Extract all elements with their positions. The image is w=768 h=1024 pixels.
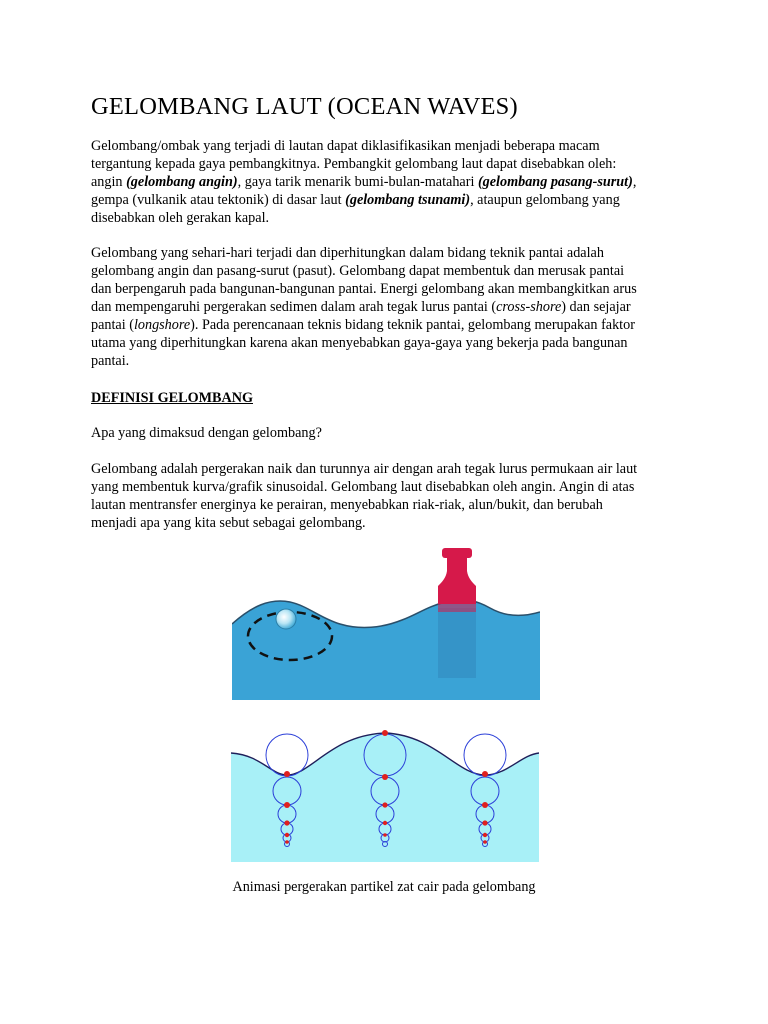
text-line xyxy=(91,173,691,191)
figure-caption: Animasi pergerakan partikel zat cair pada gelombang xyxy=(232,879,536,895)
text-line: tergantung kepada gaya pembangkitnya. Pembangkit gelombang laut dapat disebabkan oleh: xyxy=(91,156,617,172)
buoy-icon xyxy=(438,548,476,678)
term-wind-wave: (gelombang angin) xyxy=(126,174,238,190)
floating-ball xyxy=(276,609,296,629)
text-fragment: ) dan sejajar xyxy=(561,299,631,315)
text-line: disebabkan oleh gerakan kapal. xyxy=(91,210,270,226)
text-fragment: ). Pada perencanaan teknis bidang teknik pantai, gelombang merupakan faktor xyxy=(190,317,635,333)
question-paragraph: Apa yang dimaksud dengan gelombang? xyxy=(91,425,322,441)
coastal-paragraph xyxy=(91,244,691,370)
term-cross-shore: cross-shore xyxy=(496,299,562,315)
page-title: GELOMBANG LAUT (OCEAN WAVES) xyxy=(91,93,518,120)
text-line: Gelombang adalah pergerakan naik dan turunnya air dengan arah tegak lurus permukaan air laut xyxy=(91,461,638,477)
text-line xyxy=(91,191,691,209)
text-line: gelombang angin dan pasang-surut (pasut). Gelombang dapat membentuk dan merusak pantai xyxy=(91,263,625,279)
text-line: Gelombang/ombak yang terjadi di lautan dapat diklasifikasikan menjadi beberapa macam xyxy=(91,138,600,154)
orbital-particle-motion-diagram xyxy=(231,725,539,862)
text-line: utama yang diperhitungkan karena akan menyebabkan gaya-gaya yang bekerja pada bangunan xyxy=(91,335,628,351)
text-fragment: pantai ( xyxy=(91,317,134,333)
intro-paragraph xyxy=(91,137,691,227)
text-line: dan berpengaruh pada bangunan-bangunan pantai. Energi gelombang akan membangkitkan arus xyxy=(91,281,637,297)
text-line: Gelombang yang sehari-hari terjadi dan diperhitungkan dalam bidang teknik pantai adalah xyxy=(91,245,604,261)
text-line xyxy=(91,316,691,334)
wave-water xyxy=(231,733,539,862)
text-fragment: angin xyxy=(91,174,127,190)
text-fragment: dan mempengaruhi pergerakan sedimen dalam arah tegak lurus pantai ( xyxy=(91,299,497,315)
definition-paragraph xyxy=(91,460,691,532)
wave-buoy-illustration xyxy=(232,546,540,700)
text-line: menjadi apa yang kita sebut sebagai gelombang. xyxy=(91,515,366,531)
text-line xyxy=(91,298,691,316)
term-tsunami: (gelombang tsunami) xyxy=(345,192,471,208)
term-longshore: longshore xyxy=(133,317,191,333)
text-fragment: , ataupun gelombang yang xyxy=(470,192,620,208)
text-line: yang membentuk kurva/grafik sinusoidal. Gelombang laut disebabkan oleh angin. Angin di atas xyxy=(91,479,635,495)
text-fragment: , xyxy=(632,174,637,190)
text-line: lautan mentransfer energinya ke perairan, menyebabkan riak-riak, alun/bukit, dan berubah xyxy=(91,497,603,513)
term-tidal-wave: (gelombang pasang-surut) xyxy=(477,174,633,190)
section-heading: DEFINISI GELOMBANG xyxy=(91,390,253,406)
text-fragment: , gaya tarik menarik bumi-bulan-matahari xyxy=(237,174,478,190)
text-fragment: gempa (vulkanik atau tektonik) di dasar laut xyxy=(91,192,346,208)
text-line: pantai. xyxy=(91,353,130,369)
